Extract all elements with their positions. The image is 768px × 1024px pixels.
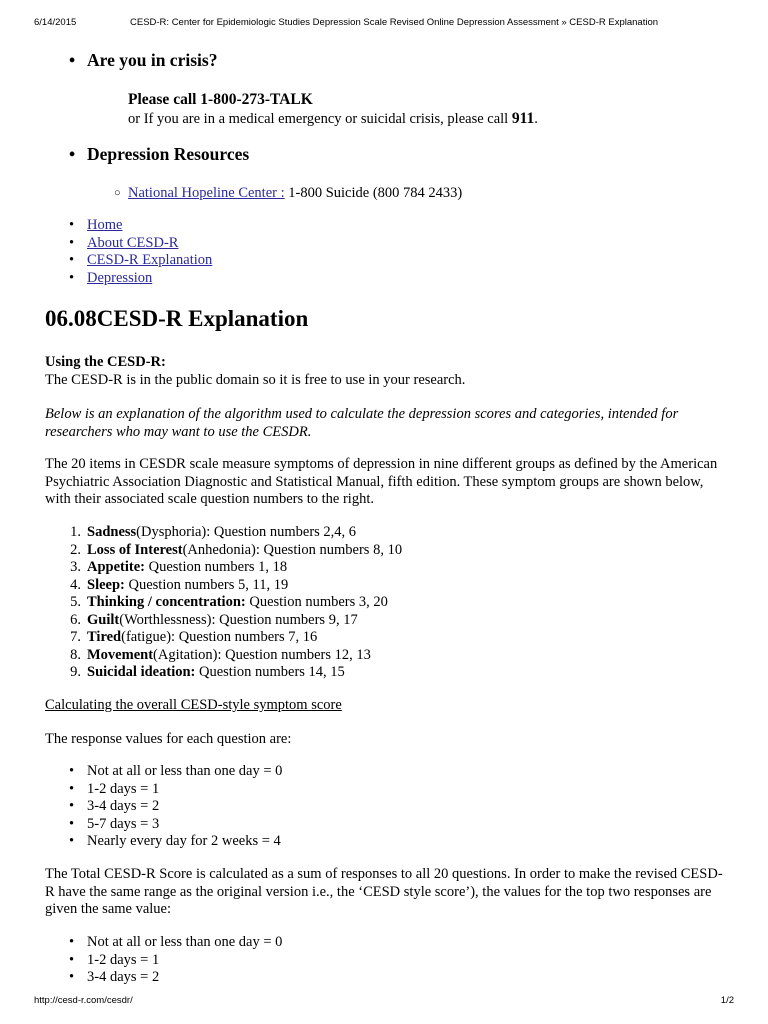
- emergency-text: or If you are in a medical emergency or suicidal crisis, please call: [128, 110, 512, 127]
- group-name: Guilt: [87, 611, 120, 628]
- group-detail: (Dysphoria): Question numbers 2,4, 6: [136, 524, 357, 540]
- page-title: 06.08CESD-R Explanation: [45, 306, 309, 331]
- response-item: • Not at all or less than one day = 0: [87, 763, 727, 781]
- nav-link-depression[interactable]: Depression: [87, 269, 153, 286]
- calc-heading: Calculating the overall CESD-style symptom score: [45, 697, 342, 713]
- group-num: 4.: [70, 576, 81, 593]
- nav-link-explanation[interactable]: CESD-R Explanation: [87, 252, 213, 268]
- response-item: • Nearly every day for 2 weeks = 4: [87, 833, 727, 851]
- page-number: 1/2: [720, 995, 734, 1006]
- emergency-number: 911: [511, 109, 535, 127]
- symptom-group-item: [70, 611, 727, 630]
- response-item: • 1-2 days = 1: [87, 952, 727, 970]
- nav-link-home[interactable]: Home: [87, 217, 123, 233]
- crisis-call-line: Please call 1-800-273-TALK: [128, 91, 313, 108]
- resources-item: [128, 185, 728, 203]
- resources-heading: • Depression Resources: [87, 146, 727, 164]
- group-num: 9.: [70, 664, 81, 680]
- group-num: 2.: [70, 541, 81, 558]
- group-num: 7.: [70, 629, 81, 645]
- symptom-group-item: [70, 646, 727, 665]
- group-name: Thinking / concentration:: [87, 594, 246, 610]
- symptom-group-item: [70, 576, 727, 595]
- using-heading: Using the CESD-R:: [45, 354, 166, 370]
- response-item: • 3-4 days = 2: [87, 969, 727, 987]
- group-name: Tired: [87, 629, 122, 645]
- group-name: Movement: [87, 646, 154, 663]
- nav-list: [87, 217, 727, 287]
- group-num: 8.: [70, 646, 81, 663]
- print-date: 6/14/2015: [34, 17, 77, 28]
- nav-item-depression: [87, 270, 727, 288]
- group-detail: (Worthlessness): Question numbers 9, 17: [119, 611, 358, 628]
- group-name: Loss of Interest: [87, 541, 183, 558]
- group-name: Sleep:: [87, 576, 125, 593]
- hopeline-link[interactable]: National Hopeline Center :: [128, 185, 285, 201]
- response-values-list-2: [87, 934, 727, 987]
- symptom-group-item: [70, 629, 727, 647]
- response-values-list: [87, 763, 727, 851]
- group-detail: Question numbers 1, 18: [145, 559, 288, 575]
- response-item: • 5-7 days = 3: [87, 816, 727, 834]
- group-name: Sadness: [87, 524, 137, 540]
- using-text: The CESD-R is in the public domain so it is free to use in your research.: [45, 371, 466, 388]
- using-section: [45, 354, 725, 389]
- total-score-text: The Total CESD-R Score is calculated as a sum of responses to all 20 questions. In order to make the revised CESD-R have the same range as the original version i.e., the ‘CESD style score’), the values for the top two responses are given the same value:: [45, 866, 723, 917]
- symptom-group-item: [70, 559, 727, 577]
- response-item: • 1-2 days = 1: [87, 781, 727, 799]
- symptom-group-item: [70, 664, 727, 682]
- group-num: 1.: [70, 524, 81, 540]
- nav-item-about: [87, 235, 727, 253]
- nav-item-explanation: [87, 252, 727, 270]
- crisis-body: [128, 91, 728, 128]
- crisis-emergency-line: [128, 110, 728, 129]
- crisis-heading: • Are you in crisis?: [87, 52, 727, 70]
- group-num: 3.: [70, 559, 81, 575]
- symptom-group-item: [70, 594, 727, 612]
- group-detail: (Anhedonia): Question numbers 8, 10: [182, 541, 403, 558]
- emergency-suffix: .: [534, 110, 538, 127]
- group-detail: Question numbers 5, 11, 19: [124, 576, 289, 593]
- groups-intro: The 20 items in CESDR scale measure symptoms of depression in nine different groups as defined by the American Psychiatric Association Diagnostic and Statistical Manual, fifth edition. These symptom groups are shown below, with their associated scale question numbers to the right.: [45, 456, 718, 507]
- hopeline-number: 1-800 Suicide (800 784 2433): [284, 185, 463, 201]
- print-url: http://cesd-r.com/cesdr/: [34, 995, 133, 1006]
- intro-italic: Below is an explanation of the algorithm used to calculate the depression scores and categories, intended for researchers who may want to use the CESDR.: [45, 406, 679, 440]
- nav-link-about[interactable]: About CESD-R: [87, 234, 179, 251]
- symptom-group-item: [70, 524, 727, 542]
- symptom-group-item: [70, 541, 727, 560]
- crisis-section: [87, 52, 727, 70]
- response-item: • Not at all or less than one day = 0: [87, 934, 727, 952]
- resources-section: [87, 146, 727, 164]
- group-detail: (Agitation): Question numbers 12, 13: [153, 646, 371, 663]
- group-name: Suicidal ideation:: [87, 664, 196, 680]
- nav-item-home: [87, 217, 727, 235]
- response-item: • 3-4 days = 2: [87, 798, 727, 816]
- print-title: CESD-R: Center for Epidemiologic Studies Depression Scale Revised Online Depression Assessment » CESD-R Explanation: [130, 17, 659, 28]
- group-num: 5.: [70, 594, 81, 610]
- group-detail: Question numbers 3, 20: [245, 594, 388, 610]
- symptom-groups-list: [70, 524, 727, 682]
- group-name: Appetite:: [87, 559, 145, 575]
- response-intro: The response values for each question are:: [45, 731, 292, 747]
- group-detail: Question numbers 14, 15: [195, 664, 345, 680]
- group-num: 6.: [70, 611, 81, 628]
- group-detail: (fatigue): Question numbers 7, 16: [121, 629, 318, 645]
